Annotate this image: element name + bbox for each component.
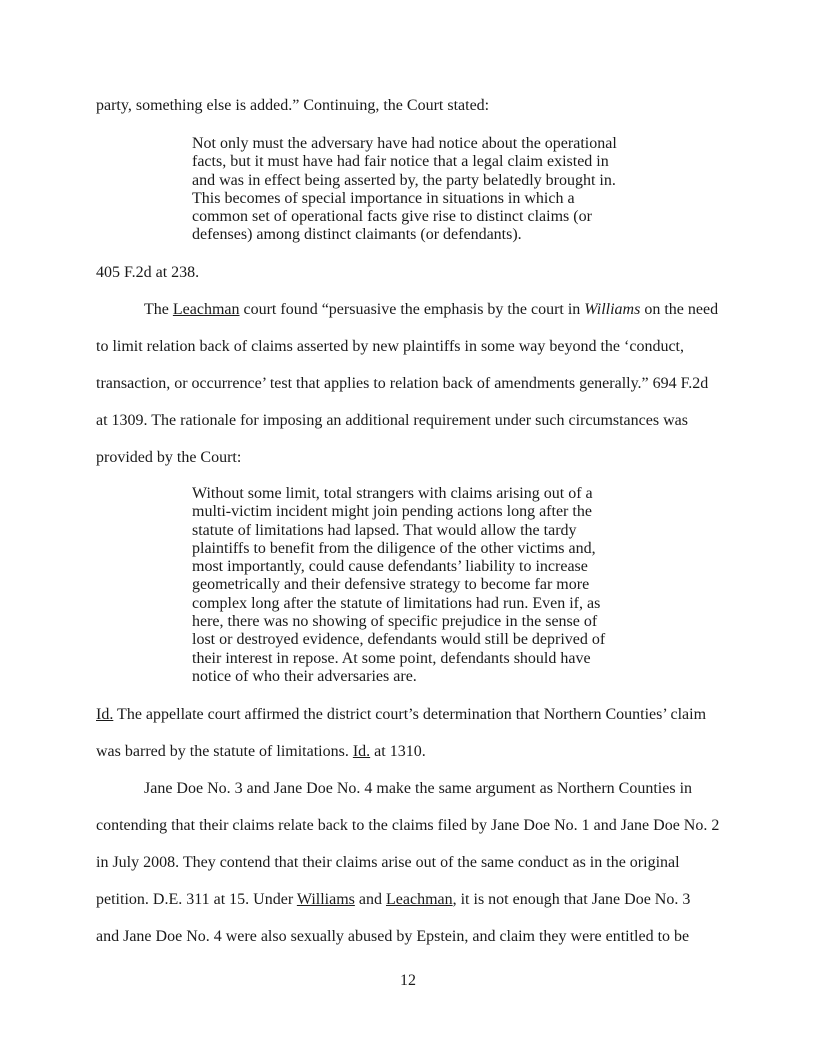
paragraph-line: in July 2008. They contend that their claims arise out of the same conduct as in the original (96, 854, 680, 871)
paragraph-line (96, 706, 706, 724)
text-run: court found “persuasive the emphasis by the court in (239, 301, 585, 318)
text-run: was barred by the statute of limitations. (96, 743, 353, 760)
quote-line: lost or destroyed evidence, defendants would still be deprived of (192, 631, 606, 649)
citation-line: 405 F.2d at 238. (96, 264, 200, 281)
quote-line: and was in effect being asserted by, the party belatedly brought in. (192, 171, 616, 189)
text-run: and (354, 891, 386, 908)
text-run: The appellate court affirmed the district court’s determination that Northern Counties’ claim (113, 706, 707, 723)
paragraph-line (96, 891, 690, 909)
paragraph-line: to limit relation back of claims asserted by new plaintiffs in some way beyond the ‘conduct, (96, 338, 684, 355)
quote-line: notice of who their adversaries are. (192, 667, 417, 685)
quote-line: statute of limitations had lapsed. That would allow the tardy (192, 521, 577, 539)
case-name-italic: Williams (584, 301, 641, 318)
quote-line: common set of operational facts give rise to distinct claims (or (192, 208, 592, 226)
quote-line: defenses) among distinct claimants (or defendants). (192, 226, 522, 244)
quote-line: Without some limit, total strangers with claims arising out of a (192, 485, 593, 502)
paragraph-line: transaction, or occurrence’ test that applies to relation back of amendments generally.” 694 F.2d (96, 375, 709, 392)
quote-line: most importantly, could cause defendants’ liability to increase (192, 558, 588, 576)
case-name: Leachman (385, 891, 453, 908)
quote-line: multi-victim incident might join pending actions long after the (192, 503, 592, 521)
quote-line: their interest in repose. At some point, defendants should have (192, 649, 591, 667)
page-number: 12 (400, 972, 416, 989)
text-run: The (144, 301, 173, 318)
text-run: at 1310. (370, 743, 426, 760)
intro-line: party, something else is added.” Continuing, the Court stated: (96, 97, 490, 114)
paragraph-line (144, 301, 718, 319)
quote-line: here, there was no showing of specific prejudice in the sense of (192, 613, 598, 631)
text-run: petition. D.E. 311 at 15. Under (96, 891, 297, 908)
block-quote-leachman (192, 485, 605, 686)
quote-line: plaintiffs to benefit from the diligence of the other victims and, (192, 539, 596, 557)
quote-line: facts, but it must have had fair notice that a legal claim existed in (192, 153, 609, 171)
quote-line: geometrically and their defensive strategy to become far more (192, 576, 590, 594)
paragraph-line: Jane Doe No. 3 and Jane Doe No. 4 make the same argument as Northern Counties in (144, 780, 693, 797)
paragraph-line: provided by the Court: (96, 449, 242, 466)
id-citation: Id. (96, 706, 114, 723)
paragraph-line (96, 743, 426, 761)
paragraph-line: at 1309. The rationale for imposing an additional requirement under such circumstances was (96, 412, 688, 429)
paragraph-line: and Jane Doe No. 4 were also sexually abused by Epstein, and claim they were entitled to be (96, 928, 690, 945)
quote-line: Not only must the adversary have had notice about the operational (192, 135, 617, 152)
paragraph-line: contending that their claims relate back to the claims filed by Jane Doe No. 1 and Jane Doe No. 2 (96, 817, 720, 834)
case-name: Leachman (172, 301, 240, 318)
quote-line: complex long after the statute of limitations had run. Even if, as (192, 594, 601, 612)
block-quote-williams (192, 135, 617, 245)
id-citation: Id. (352, 743, 371, 760)
quote-line: This becomes of special importance in situations in which a (192, 189, 575, 207)
text-run: on the need (640, 301, 719, 318)
case-name: Williams (296, 891, 355, 908)
text-run: , it is not enough that Jane Doe No. 3 (452, 891, 691, 908)
